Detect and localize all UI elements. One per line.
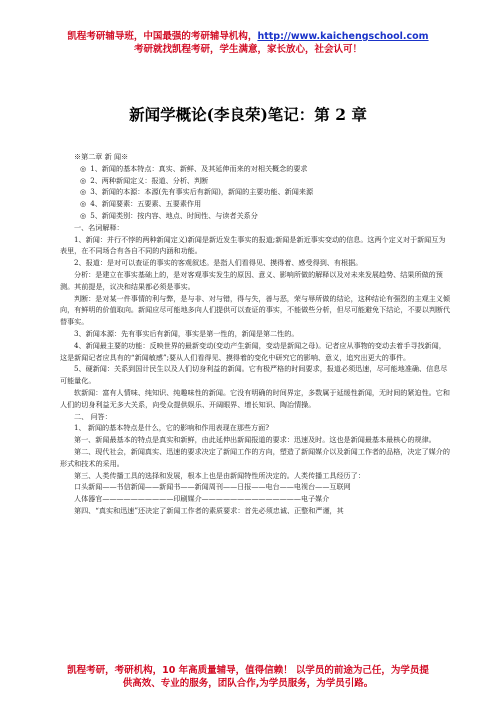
footer-line-1: 凯程考研，考研机构，10 年高质量辅导，值得信赖！ 以学员的前途为己任，为学员提 [67,665,429,676]
paragraph: 4、新闻最主要的功能：反映世界的最新变动(变动产生新闻，变动是新闻之母)。记者应从事物的变动去着手寻找新闻，这是新闻记者应具有的“新闻敏感”;要从人们看得见、摸得着的变化中研究它的影响、意义，追究出更大的事件。 [60,340,446,362]
paragraph: 2、报道：是对可以查证的事实的客观叙述。是指人们看得见、摸得着、感受得到、有根据。 [74,258,363,268]
circle-bullet-icon: ◎ [80,210,87,220]
header-line-1 [0,30,496,43]
paragraph: 软新闻：富有人情味、纯知识、纯趣味性的新闻。它没有明确的时间界定，多数属于延缓性新闻，无时间的紧迫性。它和人们的切身利益无多大关系，向受众提供娱乐、开阔眼界、增长知识、陶冶情操。 [60,387,450,409]
header-line-2: 考研就找凯程考研，学生满意，家长放心，社会认可！ [133,44,362,55]
answer-paragraph: 第二、现代社会，新闻真实、迅速的要求决定了新闻工作的方向，塑造了新闻媒介以及新闻工作者的品格，决定了媒介的形式和技术的采用。 [60,446,450,468]
toc-item: ◎ 3、新闻的本源：本源(先有事实后有新闻)，新闻的主要功能、新闻来源 [80,187,314,197]
toc-item: ◎ 1、新闻的基本特点：真实、新鲜、及其延伸而来的对相关概念的要求 [80,163,308,173]
toc-item: ◎ 2、两种新闻定义：报道、分析、判断 [80,175,209,185]
toc-item: ◎ 5、新闻类别：按内容、地点、时间性、与读者关系分 [80,210,258,220]
paragraph: 3、新闻本源：先有事实后有新闻，事实是第一性的，新闻是第二性的。 [74,328,299,338]
paragraph: 判断：是对某一件事情的利与弊，是与非、对与错，得与失，善与恶，荣与辱所做的结论，这种结论有强烈的主观主义倾向，有鲜明的价值取向。新闻应尽可能地多向人们提供可以查证的事实，不能做些分析，但尽可能避免下结论，不要以判断代替事实。 [60,293,451,327]
paragraph: 5、硬新闻：关系到国计民生以及人们切身利益的新闻。它有极严格的时间要求，报道必须迅速，尽可能地准确、信息尽可能量化。 [60,364,448,386]
section-heading-qa: 二、 问答： [74,411,112,421]
header-text: 凯程考研辅导班，中国最强的考研辅导机构， [67,31,258,42]
header-banner [0,30,496,56]
paragraph: 1、新闻：并行不悖的两种新闻定义)新闻是新近发生事实的报道;新闻是新近事实变动的信息。这两个定义对于新闻互为表里，在不同场合有各自不同的内涵和功能。 [60,234,446,256]
circle-bullet-icon: ◎ [80,187,87,197]
answer-paragraph: 第四、“真实和迅速”还决定了新闻工作者的素质要求：首先必须忠诚、正整和严谨，其 [74,505,344,515]
circle-bullet-icon: ◎ [80,199,87,209]
circle-bullet-icon: ◎ [80,163,87,173]
document-body [60,151,452,517]
media-chain: 人体器官——————————印刷媒介——————————————电子媒介 [74,494,330,504]
footer-banner [0,664,496,690]
paragraph: 分析：是建立在事实基础上的，是对客观事实发生的原因、意义、影响所做的解释以及对未来发展趋势、结果所做的预测。其前提是，议决和结果都必须是事实。 [60,269,443,291]
answer-paragraph: 第一、新闻最基本的特点是真实和新鲜，由此延伸出新闻报道的要求：迅速及时。这也是新闻最基本最核心的规律。 [74,435,436,445]
document-title: 新闻学概论(李良荣)笔记：第 2 章 [129,105,367,124]
section-heading-terms: 一、名词解释： [74,222,124,232]
toc-list [60,163,452,222]
media-chain: 口头新闻——书信新闻——新闻书——新闻周刊——日报——电台——电视台——互联网 [74,482,351,492]
answer-paragraph: 第三、人类传播工具的选择和发展，根本上也是由新闻特性所决定的。人类传播工具经历了： [74,470,365,480]
question: 1、 新闻的基本特点是什么，它的影响和作用表现在那些方面? [74,423,270,433]
circle-bullet-icon: ◎ [80,175,87,185]
toc-item: ◎ 4、新闻要素：五要素、五要素作用 [80,199,202,209]
footer-line-2: 供高效、专业的服务，团队合作,为学员服务，为学员引路。 [122,678,374,689]
chapter-heading: ※第二章 新 闻※ [74,152,129,161]
header-url-link[interactable]: http://www.kaichengschool.com [257,31,429,42]
